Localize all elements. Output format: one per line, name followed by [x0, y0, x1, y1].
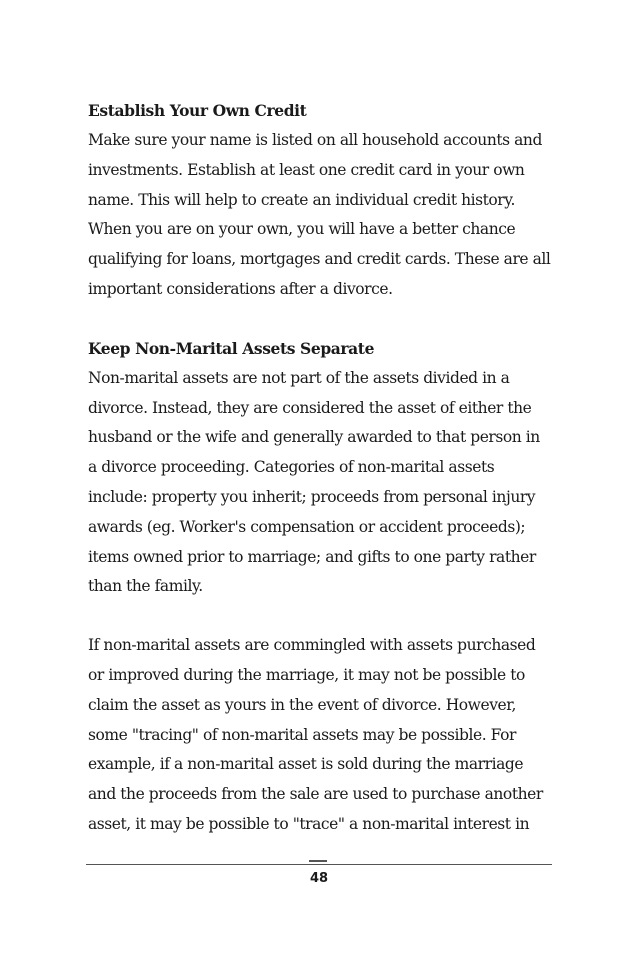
text-line: name. This will help to create an individual credit history.	[88, 190, 515, 209]
text-line: some "tracing" of non-marital assets may be possible. For	[88, 725, 516, 744]
text-line: a divorce proceeding. Categories of non-marital assets	[88, 458, 495, 477]
text-line: qualifying for loans, mortgages and credit cards. These are all	[88, 250, 551, 269]
page-body	[88, 96, 556, 840]
text-line: example, if a non-marital asset is sold during the marriage	[88, 755, 524, 774]
text-line: important considerations after a divorce.	[88, 279, 393, 298]
footer-divider	[86, 864, 552, 865]
text-line: investments. Establish at least one credit card in your own	[88, 160, 525, 179]
section-spacer	[88, 305, 556, 334]
paragraph-spacer	[88, 602, 556, 631]
text-line: husband or the wife and generally awarded to that person in	[88, 428, 540, 447]
paragraph	[88, 631, 556, 840]
section-non-marital-assets	[88, 334, 556, 840]
text-line: When you are on your own, you will have a better chance	[88, 220, 516, 239]
text-line: items owned prior to marriage; and gifts to one party rather	[88, 547, 536, 566]
text-line: awards (eg. Worker's compensation or accident proceeds);	[88, 517, 526, 536]
paragraph	[88, 364, 556, 602]
text-line: and the proceeds from the sale are used to purchase another	[88, 785, 543, 804]
text-line: claim the asset as yours in the event of divorce. However,	[88, 695, 516, 714]
text-line: Non-marital assets are not part of the assets divided in a	[88, 368, 510, 387]
section-heading: Keep Non-Marital Assets Separate	[88, 338, 375, 358]
text-line: asset, it may be possible to "trace" a non-marital interest in	[88, 814, 530, 833]
section-establish-credit	[88, 96, 556, 305]
text-line: or improved during the marriage, it may not be possible to	[88, 665, 525, 684]
text-line: If non-marital assets are commingled with assets purchased	[88, 636, 536, 655]
text-line: than the family.	[88, 577, 203, 596]
paragraph	[88, 126, 556, 305]
page-number: 48	[309, 871, 329, 886]
section-heading: Establish Your Own Credit	[88, 101, 307, 120]
text-line: include: property you inherit; proceeds from personal injury	[88, 487, 536, 506]
footer-tick-mark	[309, 860, 327, 862]
text-line: Make sure your name is listed on all household accounts and	[88, 131, 542, 149]
text-line: divorce. Instead, they are considered the asset of either the	[88, 398, 532, 417]
